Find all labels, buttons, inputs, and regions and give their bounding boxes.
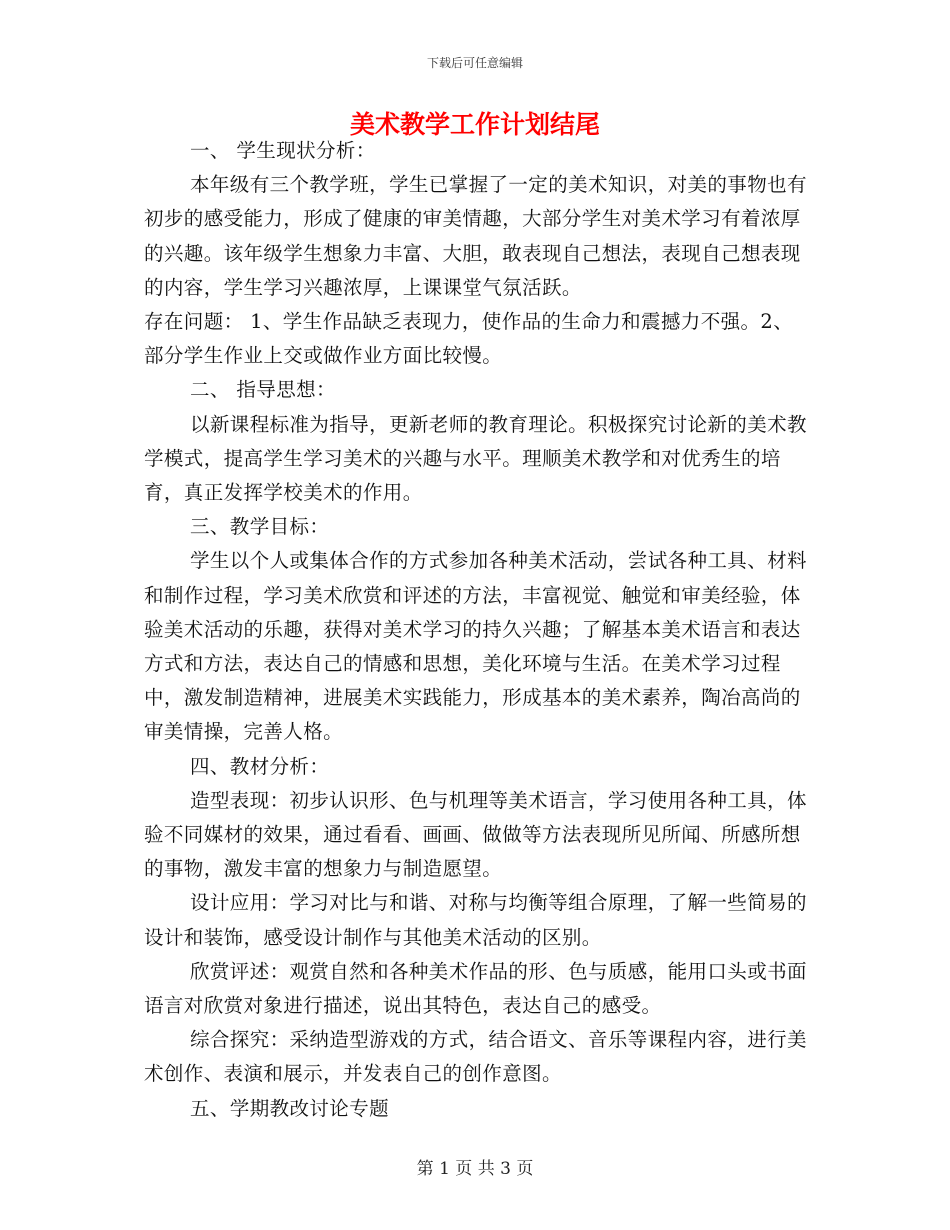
- section-heading-5: 五、学期教改讨论专题: [190, 1096, 390, 1120]
- paragraph-student-status: 本年级有三个教学班，学生已掌握了一定的美术知识，对美的事物也有初步的感受能力，形成了健康的审美情趣，大部分学生对美术学习有着浓厚的兴趣。该年级学生想象力丰富、大胆，敢表现自己想法，表现自己想表现的内容，学生学习兴趣浓厚，上课课堂气氛活跃。: [144, 173, 807, 299]
- section-heading-3: 三、教学目标：: [190, 515, 330, 539]
- paragraph-guiding-thought: 以新课程标准为指导，更新老师的教育理论。积极探究讨论新的美术教学模式，提高学生学习美术的兴趣与水平。理顺美术教学和对优秀生的培育，真正发挥学校美术的作用。: [144, 412, 807, 505]
- paragraph-appreciation: 欣赏评述：观赏自然和各种美术作品的形、色与质感，能用口头或书面语言对欣赏对象进行描述，说出其特色，表达自己的感受。: [144, 959, 807, 1018]
- paragraph-modeling: 造型表现：初步认识形、色与机理等美术语言，学习使用各种工具，体验不同媒材的效果，通过看看、画画、做做等方法表现所见所闻、所感所想的事物，激发丰富的想象力与制造愿望。: [144, 788, 807, 881]
- page-footer: 第 1 页 共 3 页: [416, 1159, 534, 1179]
- paragraph-problems: 存在问题： 1、学生作品缺乏表现力，使作品的生命力和震撼力不强。2、部分学生作业上交或做作业方面比较慢。: [144, 310, 794, 368]
- paragraph-comprehensive: 综合探究：采纳造型游戏的方式，结合语文、音乐等课程内容，进行美术创作、表演和展示，并发表自己的创作意图。: [144, 1028, 807, 1086]
- section-heading-4: 四、教材分析：: [190, 754, 330, 778]
- document-title: 美术教学工作计划结尾: [349, 110, 600, 139]
- document-body: [144, 134, 810, 1126]
- paragraph-design: 设计应用：学习对比与和谐、对称与均衡等组合原理，了解一些简易的设计和装饰，感受设计制作与其他美术活动的区别。: [144, 891, 807, 949]
- page-header: 下载后可任意编辑: [426, 56, 523, 70]
- section-heading-1: 一、 学生现状分析：: [190, 139, 376, 162]
- paragraph-teaching-goals: 学生以个人或集体合作的方式参加各种美术活动，尝试各种工具、材料和制作过程，学习美术欣赏和评述的方法，丰富视觉、触觉和审美经验，体验美术活动的乐趣，获得对美术学习的持久兴趣；了解基本美术语言和表达方式和方法，表达自己的情感和思想，美化环境与生活。在美术学习过程中，激发制造精神，进展美术实践能力，形成基本的美术素养，陶冶高尚的审美情操，完善人格。: [144, 549, 807, 744]
- section-heading-2: 二、 指导思想：: [190, 378, 336, 402]
